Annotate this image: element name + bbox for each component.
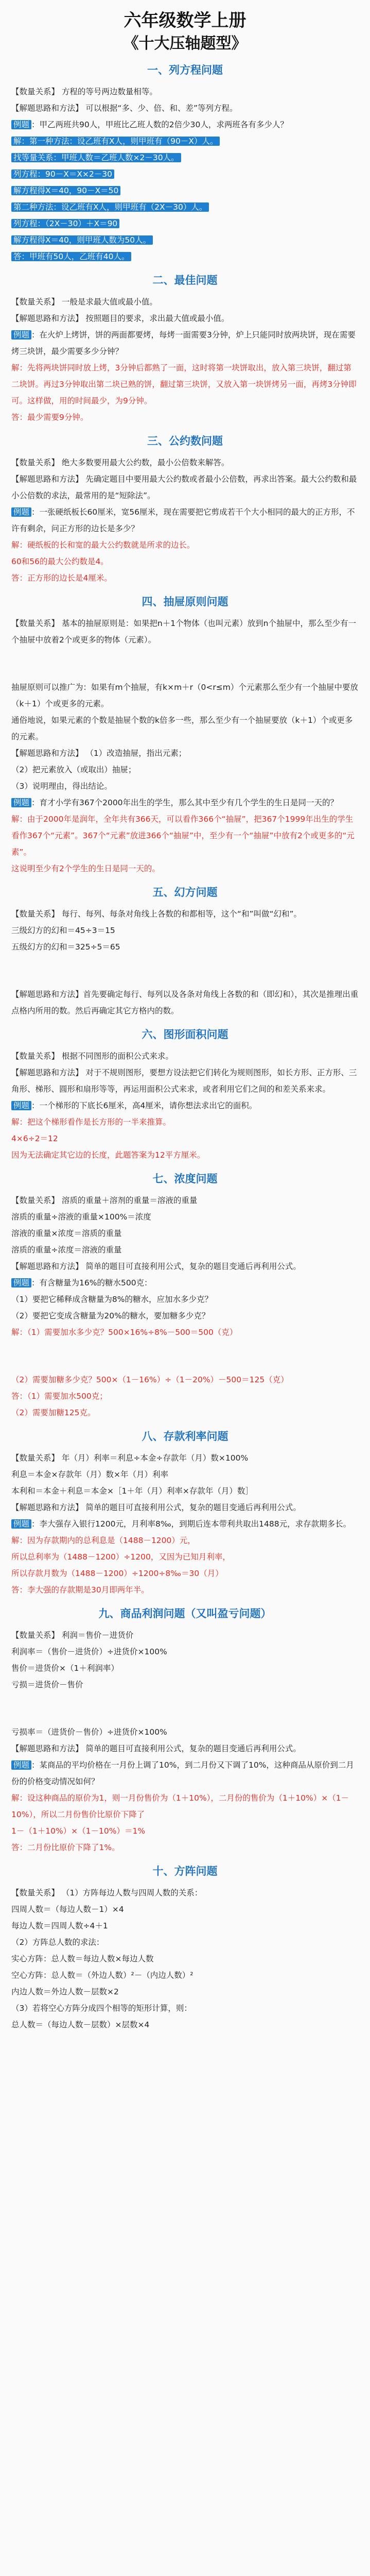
text-line: 本利和＝本金＋利息＝本金×［1＋年（月）利率×存款年（月）数］: [11, 1486, 253, 1496]
example-label: 例题: [11, 1519, 31, 1529]
text-line: [11, 232, 359, 248]
text-line: 亏损＝进货价－售价: [11, 1680, 83, 1689]
example-label: 例题: [11, 120, 31, 129]
text-line: 四周人数＝（每边人数－1）×4: [11, 1905, 124, 1914]
highlighted-text: 解：第一种方法：设乙班有X人，则甲班有（90－X）人。: [11, 137, 220, 146]
text-line: 所以存款月数为（1488－1200）÷1200÷8‰＝30（月）: [11, 1569, 223, 1578]
text-line: 溶质的重量÷浓度＝溶液的重量: [11, 1245, 122, 1255]
section-title: 八、存款利率问题: [142, 1430, 228, 1443]
example-label: 例题: [11, 1278, 31, 1287]
highlighted-text: 解方程得X＝40，则甲班人数为50人。: [11, 235, 153, 245]
page-gap: [11, 955, 359, 986]
text-line: 【解题思路和方法】 （1）改造抽屉，指出元素；: [11, 749, 187, 758]
text-line: 答：（1）需要加水500克；: [11, 1392, 108, 1401]
text-line: 【数量关系】 基本的抽屉原则是：如果把n＋1个物体（也叫元素）放到n个抽屉中，那么至少有一个抽屉中放着2个或更多的物体（元素）。: [11, 619, 356, 645]
text-line: 解：先将两块饼同时放上烤，3分钟后都熟了一面，这时将第一块饼取出，放入第三块饼，翻过第二块饼。再过3分钟取出第二块已熟的饼，翻过第三块饼，又放入第一块饼烤另一面，再烤3分钟即可。这样做，用的时间最少，为9分钟。: [11, 363, 357, 405]
text-line: （2）需要加糖多少克？500×（1－16%）÷（1－20%）－500＝125（克）: [11, 1375, 289, 1384]
example-label: 例题: [11, 507, 31, 517]
text-line: 【数量关系】 每行、每列、每条对角线上各数的和都相等，这个“和”叫做“幻和”。: [11, 909, 302, 919]
text-line: 【解题思路和方法】 对于不规则图形，要想方设法把它们转化为规则图形，如长方形、正方形、三角形、梯形、圆形和扇形等等，再运用面积公式来求，或者利用它们之间的和差关系来求。: [11, 1068, 357, 1094]
section-block: [11, 1885, 359, 2033]
highlighted-text: 列方程：（2X－30）＋X＝90: [11, 219, 119, 228]
text-line: 例题 ：李大强存入银行1200元，月利率8‰，到期后连本带利共取出1488元，求存款期多长。: [11, 1516, 359, 1532]
text-line: 例题 ：某商品的平均价格在一月份上调了10%，到二月份又下调了10%，这种商品从原价到二月份的价格变动情况如何？: [11, 1760, 354, 1786]
text-line: 亏损率＝（进货价－售价）÷进货价×100%: [11, 1727, 167, 1737]
section-block: [11, 1627, 359, 1856]
section-block: [11, 1048, 359, 1163]
text-line: 解：（1）需要加水多少克？500×16%÷8%－500＝500（克）: [11, 1328, 238, 1337]
text-line: 例题 ：有含糖量为16%的糖水500克：: [11, 1275, 359, 1291]
text-line: 例题 ：育才小学有367个2000年出生的学生，那么其中至少有几个学生的生日是同一天的？: [11, 794, 359, 811]
section-title: 四、抽屉原则问题: [142, 596, 228, 608]
text-line: 【解题思路和方法】 按照题目的要求，求出最大值或最小值。: [11, 314, 230, 323]
text-line: 总人数＝（每边人数－层数）×层数×4: [11, 2020, 150, 2029]
text-line: 售价＝进货价×（1＋利润率）: [11, 1664, 119, 1673]
text-line: 【数量关系】 方程的等号两边数量相等。: [11, 87, 157, 96]
text-line: 答：正方形的边长是4厘米。: [11, 573, 112, 583]
section-title: 五、幻方问题: [152, 886, 218, 899]
section-block: [11, 83, 359, 265]
text-line: [11, 166, 359, 182]
document-title: 六年级数学上册: [124, 10, 246, 31]
text-line: [11, 182, 359, 199]
text-line: 解：硬纸板的长和宽的最大公约数就是所求的边长。: [11, 540, 195, 550]
text-line: 【解题思路和方法】首先要确定每行、每列以及各条对角线上各数的和（即幻和），其次是推理出重点格内所用的数。然后再确定其它方格内的数。: [11, 990, 359, 1015]
section-block: [11, 1450, 359, 1598]
text-line: 例题 ：甲乙两班共90人，甲班比乙班人数的2倍少30人，求两班各有多少人？: [11, 116, 359, 133]
example-label: 例题: [11, 330, 31, 340]
section-block: [11, 454, 359, 586]
text-line: 1－（1＋10%）×（1－10%）＝1%: [11, 1826, 146, 1836]
text-line: 三级幻方的幻和＝45÷3＝15: [11, 926, 115, 935]
section-title: 一、列方程问题: [147, 64, 223, 76]
text-line: （2）需要加糖125克。: [11, 1408, 96, 1417]
text-line: 【数量关系】 一般是求最大值或最小值。: [11, 297, 157, 307]
text-line: [11, 215, 359, 232]
section-block: [11, 615, 359, 877]
text-line: 例题 ：一个梯形的下底长6厘米，高4厘米，请你想法求出它的面积。: [11, 1097, 359, 1114]
text-line: 五级幻方的幻和＝325÷5＝65: [11, 942, 120, 952]
text-line: 【解题思路和方法】 简单的题目可直接利用公式，复杂的题目变通后再利用公式。: [11, 1262, 301, 1271]
section-title: 九、商品利润问题（又叫盈亏问题）: [98, 1607, 272, 1620]
text-line: [11, 248, 359, 265]
text-line: 解：由于2000年是润年，全年共有366天，可以看作366个“抽屉”，把367个1999年出生的学生看作367个“元素”。367个“元素”放进366个“抽屉”中，至少有一个“抽屉”中放有2个或更多的“元素”。: [11, 815, 355, 857]
text-line: 空心方阵：总人数＝（外边人数）²－（内边人数）²: [11, 1971, 193, 1980]
section-title: 二、最佳问题: [152, 274, 218, 286]
section-title: 三、公约数问题: [147, 435, 223, 447]
text-line: 【数量关系】 年（月）利率＝利息÷本金÷存款年（月）数×100%: [11, 1453, 249, 1463]
section-title: 十、方阵问题: [152, 1865, 218, 1877]
text-line: 内边人数＝外边人数－层数×2: [11, 1987, 119, 1996]
text-line: 实心方阵：总人数＝每边人数×每边人数: [11, 1954, 154, 1963]
section-block: [11, 294, 359, 426]
text-line: 所以总利率为（1488－1200）÷1200，又因为已知月利率，: [11, 1552, 231, 1562]
text-line: 【数量关系】 （1）方阵每边人数与四周人数的关系：: [11, 1888, 203, 1897]
text-line: 解：因为存款期内的总利息是（1488－1200）元，: [11, 1536, 196, 1545]
section-block: [11, 1192, 359, 1421]
text-line: [11, 149, 359, 166]
highlighted-text: 解方程得X＝40，90－X＝50: [11, 186, 120, 195]
highlighted-text: 答：甲班有50人，乙班有40人。: [11, 252, 131, 261]
example-label: 例题: [11, 1760, 31, 1770]
text-line: 例题 ：在火炉上烤饼，饼的两面都要烤，每烤一面需要3分钟，炉上只能同时放两块饼，现在需要烤三块饼，最少需要多少分钟？: [11, 330, 356, 356]
highlighted-text: 找等量关系：甲班人数＝乙班人数×2－30人。: [11, 153, 181, 162]
text-line: 通俗地说，如果元素的个数是抽屉个数的k倍多一些，那么至少有一个抽屉要放（k＋1）个或更多的元素。: [11, 716, 353, 741]
text-line: 答：二月份比原价下降了1%。: [11, 1843, 120, 1852]
text-line: 利润率＝（售价－进货价）÷进货价×100%: [11, 1647, 167, 1656]
text-line: 溶液的重量×浓度＝溶质的重量: [11, 1229, 122, 1238]
text-line: [11, 199, 359, 215]
text-line: 【解题思路和方法】 简单的题目可直接利用公式，复杂的题目变通后再利用公式。: [11, 1503, 301, 1512]
text-line: 利息＝本金×存款年（月）数×年（月）利率: [11, 1470, 168, 1479]
text-line: 【数量关系】 绝大多数要用最大公约数，最小公倍数来解答。: [11, 458, 230, 467]
highlighted-text: 列方程：90－X＝X×2－30: [11, 170, 114, 179]
text-line: 因为无法确定其它边的长度，此题答案为12平方厘米。: [11, 1150, 205, 1160]
section-title: 六、图形面积问题: [142, 1028, 228, 1041]
page-gap: [11, 1693, 359, 1724]
example-label: 例题: [11, 1101, 31, 1110]
text-line: 【数量关系】 利润＝售价－进货价: [11, 1631, 134, 1640]
text-line: 抽屉原则可以推广为：如果有m个抽屉，有k×m＋r（0<r≤m）个元素那么至少有一个抽屉中要放（k＋1）个或更多的元素。: [11, 683, 358, 708]
text-line: （3）说明理由，得出结论。: [11, 782, 112, 791]
page-gap: [11, 1341, 359, 1371]
text-line: 60和56的最大公约数是4。: [11, 557, 109, 566]
section-title: 七、浓度问题: [152, 1173, 218, 1185]
document-subtitle: 《十大压轴题型》: [123, 35, 247, 53]
text-line: 【数量关系】 根据不同图形的面积公式来求。: [11, 1052, 173, 1061]
text-line: 解：设这种商品的原价为1，则一月份售价为（1＋10%），二月份的售价为（1＋10%）×（1－10%），所以二月份售价比原价下降了: [11, 1793, 349, 1819]
text-line: 【解题思路和方法】 简单的题目可直接利用公式，复杂的题目变通后再利用公式。: [11, 1744, 301, 1753]
text-line: （1）要把它稀释成含糖量为8%的糖水，应加水多少克？: [11, 1295, 213, 1304]
text-line: （2）把元素放入（或取出）抽屉；: [11, 765, 136, 774]
text-line: 解：把这个梯形看作是长方形的一半来推算。: [11, 1117, 171, 1127]
text-line: 答：李大强的存款期是30月即两年半。: [11, 1585, 149, 1595]
text-line: （3）若将空心方阵分成四个相等的矩形计算，则：: [11, 2004, 192, 2013]
section-block: [11, 906, 359, 1019]
text-line: （2）方阵总人数的求法：: [11, 1938, 104, 1947]
text-line: 【解题思路和方法】 先确定题目中要用最大公约数或者最小公倍数，再求出答案。最大公约数和最小公倍数的求法，最常用的是“短除法”。: [11, 474, 357, 500]
text-line: [11, 133, 359, 149]
text-line: 【解题思路和方法】 可以根据“多、少、倍、和、差”等列方程。: [11, 104, 238, 113]
sections-container: [11, 62, 359, 2033]
text-line: 溶质的重量÷溶液的重量×100%＝浓度: [11, 1212, 151, 1222]
text-line: 每边人数＝四周人数÷4＋1: [11, 1921, 108, 1930]
text-line: 【数量关系】 溶质的重量＋溶剂的重量＝溶液的重量: [11, 1196, 198, 1205]
text-line: 例题 ：一张硬纸板长60厘米，宽56厘米，现在需要把它剪成若干个大小相同的最大的正方形，不许有剩余，问正方形的边长是多少？: [11, 507, 355, 533]
highlighted-text: 第二种方法：设乙班有X人，则甲班有（2X－30）人。: [11, 202, 209, 212]
text-line: （2）要把它变成含糖量为20%的糖水，要加糖多少克？: [11, 1311, 210, 1320]
example-label: 例题: [11, 798, 31, 807]
text-line: 答：最少需要9分钟。: [11, 413, 89, 422]
text-line: 4×6÷2＝12: [11, 1134, 58, 1143]
page-gap: [11, 648, 359, 679]
text-line: 这说明至少有2个学生的生日是同一天的。: [11, 864, 160, 873]
